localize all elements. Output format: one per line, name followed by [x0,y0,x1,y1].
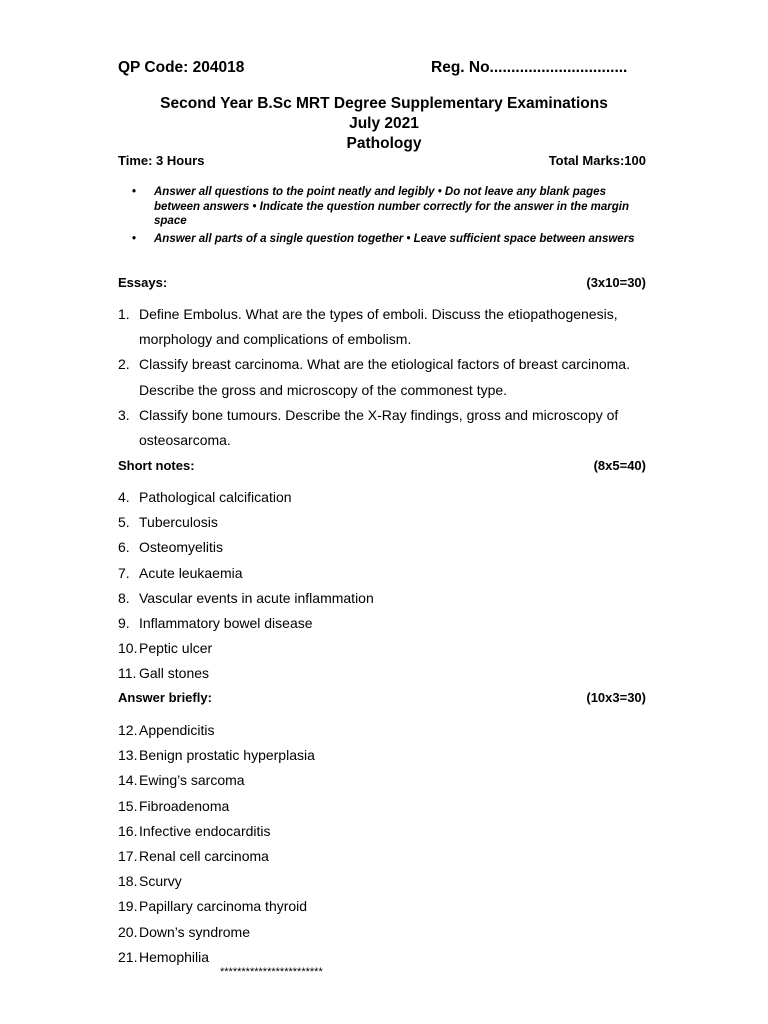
instruction-item: • Answer all questions to the point neatly and legibly • Do not leave any blank pages between answers • Indicate the question number correctly for the answer in the margin space [132,186,629,227]
question-item: 11. Gall stones [118,665,210,682]
time-marks-row [118,153,646,171]
question-item: 5. Tuberculosis [118,514,218,531]
section-marks: (8x5=40) [593,458,646,473]
reg-no: Reg. No................................ [431,59,628,76]
question-item: 20. Down’s syndrome [118,923,251,940]
question-item: 19. Papillary carcinoma thyroid [118,898,308,915]
answer-briefly-heading [118,690,646,708]
bullet-icon: • [132,232,137,245]
subject-title: Pathology [346,135,422,152]
section-marks: (10x3=30) [586,690,646,705]
bullet-icon: • [132,186,137,198]
answer-briefly-list [118,718,646,970]
question-item: 4. Pathological calcification [118,489,292,505]
instruction-item: • Answer all parts of a single question together • Leave sufficient space between answers [132,232,635,245]
short-notes-list [118,485,646,687]
question-item: 7. Acute leukaemia [118,564,243,581]
question-item: 9. Inflammatory bowel disease [118,615,313,632]
question-item: 15. Fibroadenoma [118,797,230,814]
instructions-list [118,185,646,249]
question-item: 10. Peptic ulcer [118,640,213,657]
question-item: 1. Define Embolus. What are the types of emboli. Discuss the etiopathogenesis, morphology and complications of embolism. [118,306,618,348]
question-item: 17. Renal cell carcinoma [118,848,269,865]
title-block [118,94,650,154]
question-item: 14. Ewing’s sarcoma [118,772,245,789]
exam-paper [118,0,646,1024]
question-item: 21. Hemophilia [118,948,210,965]
section-title: Essays: [118,275,168,290]
total-marks: Total Marks:100 [548,153,646,168]
section-title: Answer briefly: [118,690,212,705]
question-item: 12. Appendicitis [118,722,215,738]
header-row [118,59,646,79]
section-marks: (3x10=30) [586,275,646,290]
question-item: 6. Osteomyelitis [118,539,224,556]
question-item: 3. Classify bone tumours. Describe the X-Ray findings, gross and microscopy of osteosarcoma. [118,406,619,449]
qp-code: QP Code: 204018 [118,59,245,76]
question-item: 2. Classify breast carcinoma. What are the etiological factors of breast carcinoma. Describe the gross and microscopy of the commonest type. [118,356,630,398]
end-of-paper-stars: ************************ [220,966,323,978]
question-item: 8. Vascular events in acute inflammation [118,589,374,606]
question-item: 13. Benign prostatic hyperplasia [118,747,315,764]
question-item: 16. Infective endocarditis [118,822,271,839]
essays-heading [118,275,646,293]
exam-time: Time: 3 Hours [118,153,205,168]
question-item: 18. Scurvy [118,873,182,890]
exam-title: Second Year B.Sc MRT Degree Supplementary Examinations [160,95,608,112]
essays-list [118,302,646,453]
exam-date: July 2021 [349,115,419,132]
short-notes-heading [118,458,646,476]
section-title: Short notes: [118,458,195,473]
